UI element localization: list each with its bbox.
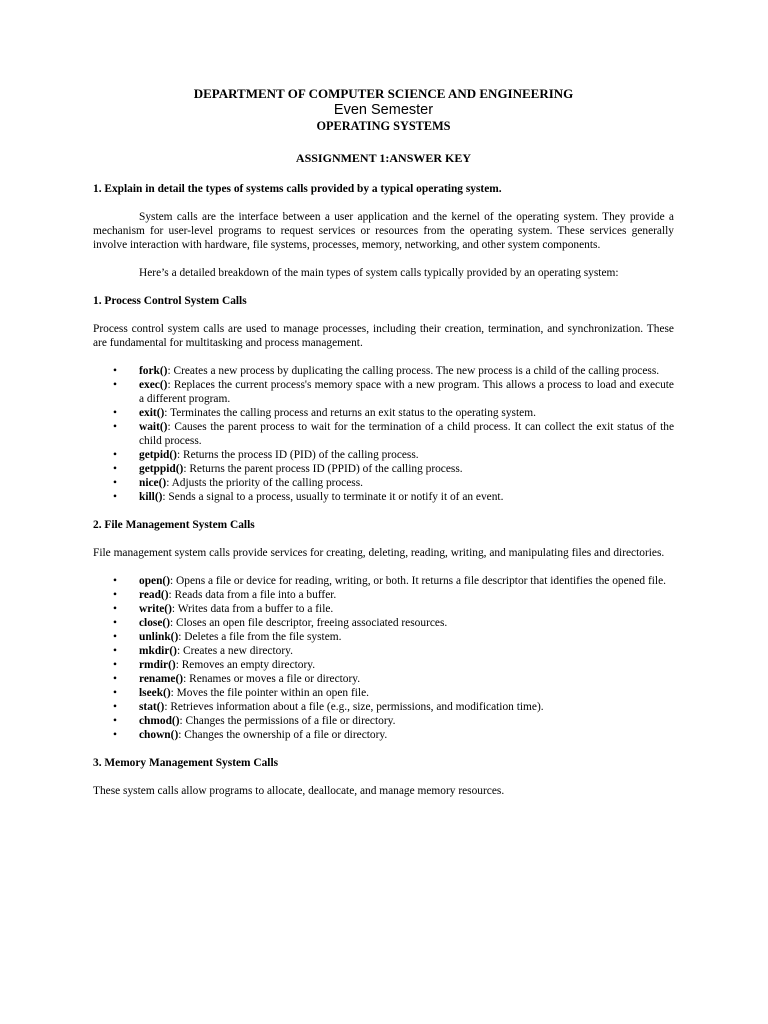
- process-control-list: [93, 364, 674, 504]
- list-item: [93, 728, 674, 742]
- bullet-icon: •: [113, 477, 117, 489]
- syscall-name: chown(): [139, 729, 179, 741]
- bullet-icon: •: [113, 659, 117, 671]
- list-item: [93, 658, 674, 672]
- syscall-description: : Returns the process ID (PID) of the calling process.: [176, 449, 419, 461]
- list-item: [93, 476, 674, 490]
- syscall-description: : Moves the file pointer within an open file.: [170, 687, 369, 699]
- syscall-description: : Terminates the calling process and returns an exit status to the operating system.: [164, 407, 536, 419]
- list-item: [93, 448, 674, 462]
- list-item: [93, 630, 674, 644]
- syscall-name: exec(): [139, 379, 168, 391]
- syscall-description: : Renames or moves a file or directory.: [183, 673, 361, 685]
- syscall-name: lseek(): [139, 687, 171, 699]
- list-item: [93, 588, 674, 602]
- section-heading-memory-management: 3. Memory Management System Calls: [93, 757, 279, 769]
- syscall-description: : Adjusts the priority of the calling process.: [166, 477, 363, 489]
- syscall-description: : Sends a signal to a process, usually to terminate it or notify it of an event.: [162, 491, 504, 503]
- list-item: [93, 644, 674, 658]
- bullet-icon: •: [113, 617, 117, 629]
- syscall-name: unlink(): [139, 631, 179, 643]
- syscall-description: : Creates a new process by duplicating the calling process. The new process is a child of the calling process.: [167, 365, 660, 377]
- syscall-name: getpid(): [139, 449, 177, 461]
- bullet-icon: •: [113, 449, 117, 461]
- syscall-name: stat(): [139, 701, 165, 713]
- syscall-name: fork(): [139, 365, 168, 377]
- document-content: [93, 86, 674, 798]
- list-item: [93, 574, 674, 588]
- syscall-description: : Causes the parent process to wait for the termination of a child process. It can collect the exit status of the child process.: [139, 421, 674, 447]
- syscall-description: : Reads data from a file into a buffer.: [168, 589, 337, 601]
- section-description-file-management: File management system calls provide services for creating, deleting, reading, writing, and manipulating files and directories.: [93, 547, 665, 559]
- bullet-icon: •: [113, 407, 117, 419]
- list-item: [93, 672, 674, 686]
- bullet-icon: •: [113, 575, 117, 587]
- bullet-icon: •: [113, 589, 117, 601]
- semester-title: Even Semester: [333, 102, 434, 118]
- list-item: [93, 686, 674, 700]
- list-item: [93, 714, 674, 728]
- list-item: [93, 700, 674, 714]
- list-item: [93, 490, 674, 504]
- syscall-name: mkdir(): [139, 645, 177, 657]
- file-management-list: [93, 574, 674, 742]
- syscall-description: : Closes an open file descriptor, freeing associated resources.: [170, 617, 448, 629]
- bullet-icon: •: [113, 645, 117, 657]
- syscall-description: : Returns the parent process ID (PPID) of the calling process.: [183, 463, 463, 475]
- bullet-icon: •: [113, 673, 117, 685]
- question-heading: 1. Explain in detail the types of systems calls provided by a typical operating system.: [93, 183, 502, 195]
- syscall-name: write(): [139, 603, 172, 615]
- syscall-description: : Deletes a file from the file system.: [178, 631, 342, 643]
- syscall-description: : Removes an empty directory.: [175, 659, 316, 671]
- bullet-icon: •: [113, 491, 117, 503]
- section-description-memory-management: These system calls allow programs to allocate, deallocate, and manage memory resources.: [93, 785, 505, 797]
- bullet-icon: •: [113, 729, 117, 741]
- syscall-name: getppid(): [139, 463, 184, 475]
- section-heading-process-control: 1. Process Control System Calls: [93, 295, 247, 307]
- bullet-icon: •: [113, 603, 117, 615]
- syscall-name: close(): [139, 617, 170, 629]
- syscall-description: : Replaces the current process's memory space with a new program. This allows a process to load and execute a different program.: [139, 379, 674, 405]
- syscall-description: : Changes the permissions of a file or directory.: [179, 715, 396, 727]
- list-item: [93, 364, 674, 378]
- syscall-description: : Changes the ownership of a file or directory.: [178, 729, 388, 741]
- list-item: [93, 420, 674, 448]
- document-header: [93, 86, 674, 166]
- list-item: [93, 616, 674, 630]
- bullet-icon: •: [113, 379, 117, 391]
- list-item: [93, 462, 674, 476]
- bullet-icon: •: [113, 715, 117, 727]
- intro-paragraph-2: Here’s a detailed breakdown of the main types of system calls typically provided by an operating system:: [139, 267, 619, 279]
- department-title: DEPARTMENT OF COMPUTER SCIENCE AND ENGINEERING: [193, 86, 574, 101]
- syscall-name: rename(): [139, 673, 184, 685]
- syscall-name: wait(): [139, 421, 168, 433]
- bullet-icon: •: [113, 631, 117, 643]
- bullet-icon: •: [113, 701, 117, 713]
- syscall-description: : Writes data from a buffer to a file.: [171, 603, 334, 615]
- list-item: [93, 406, 674, 420]
- syscall-name: chmod(): [139, 715, 180, 727]
- syscall-name: open(): [139, 575, 171, 587]
- syscall-description: : Opens a file or device for reading, writing, or both. It returns a file descriptor that identifies the opened file.: [170, 575, 666, 587]
- intro-paragraph-1: System calls are the interface between a user application and the kernel of the operating system. They provide a mechanism for user-level programs to request services or resources from the operating system. These services generally involve interaction with hardware, file systems, processes, memory, networking, and other system components.: [93, 211, 674, 251]
- bullet-icon: •: [113, 463, 117, 475]
- subject-title: OPERATING SYSTEMS: [316, 119, 451, 133]
- syscall-name: nice(): [139, 477, 167, 489]
- syscall-description: : Retrieves information about a file (e.g., size, permissions, and modification time).: [164, 701, 544, 713]
- bullet-icon: •: [113, 687, 117, 699]
- bullet-icon: •: [113, 365, 117, 377]
- syscall-name: exit(): [139, 407, 165, 419]
- syscall-name: read(): [139, 589, 169, 601]
- assignment-title: ASSIGNMENT 1:ANSWER KEY: [295, 151, 472, 165]
- section-heading-file-management: 2. File Management System Calls: [93, 519, 255, 531]
- syscall-name: kill(): [139, 491, 163, 503]
- list-item: [93, 378, 674, 406]
- bullet-icon: •: [113, 421, 117, 433]
- syscall-description: : Creates a new directory.: [176, 645, 293, 657]
- syscall-name: rmdir(): [139, 659, 176, 671]
- list-item: [93, 602, 674, 616]
- section-description-process-control: Process control system calls are used to manage processes, including their creation, termination, and synchronization. These are fundamental for multitasking and process management.: [93, 323, 674, 349]
